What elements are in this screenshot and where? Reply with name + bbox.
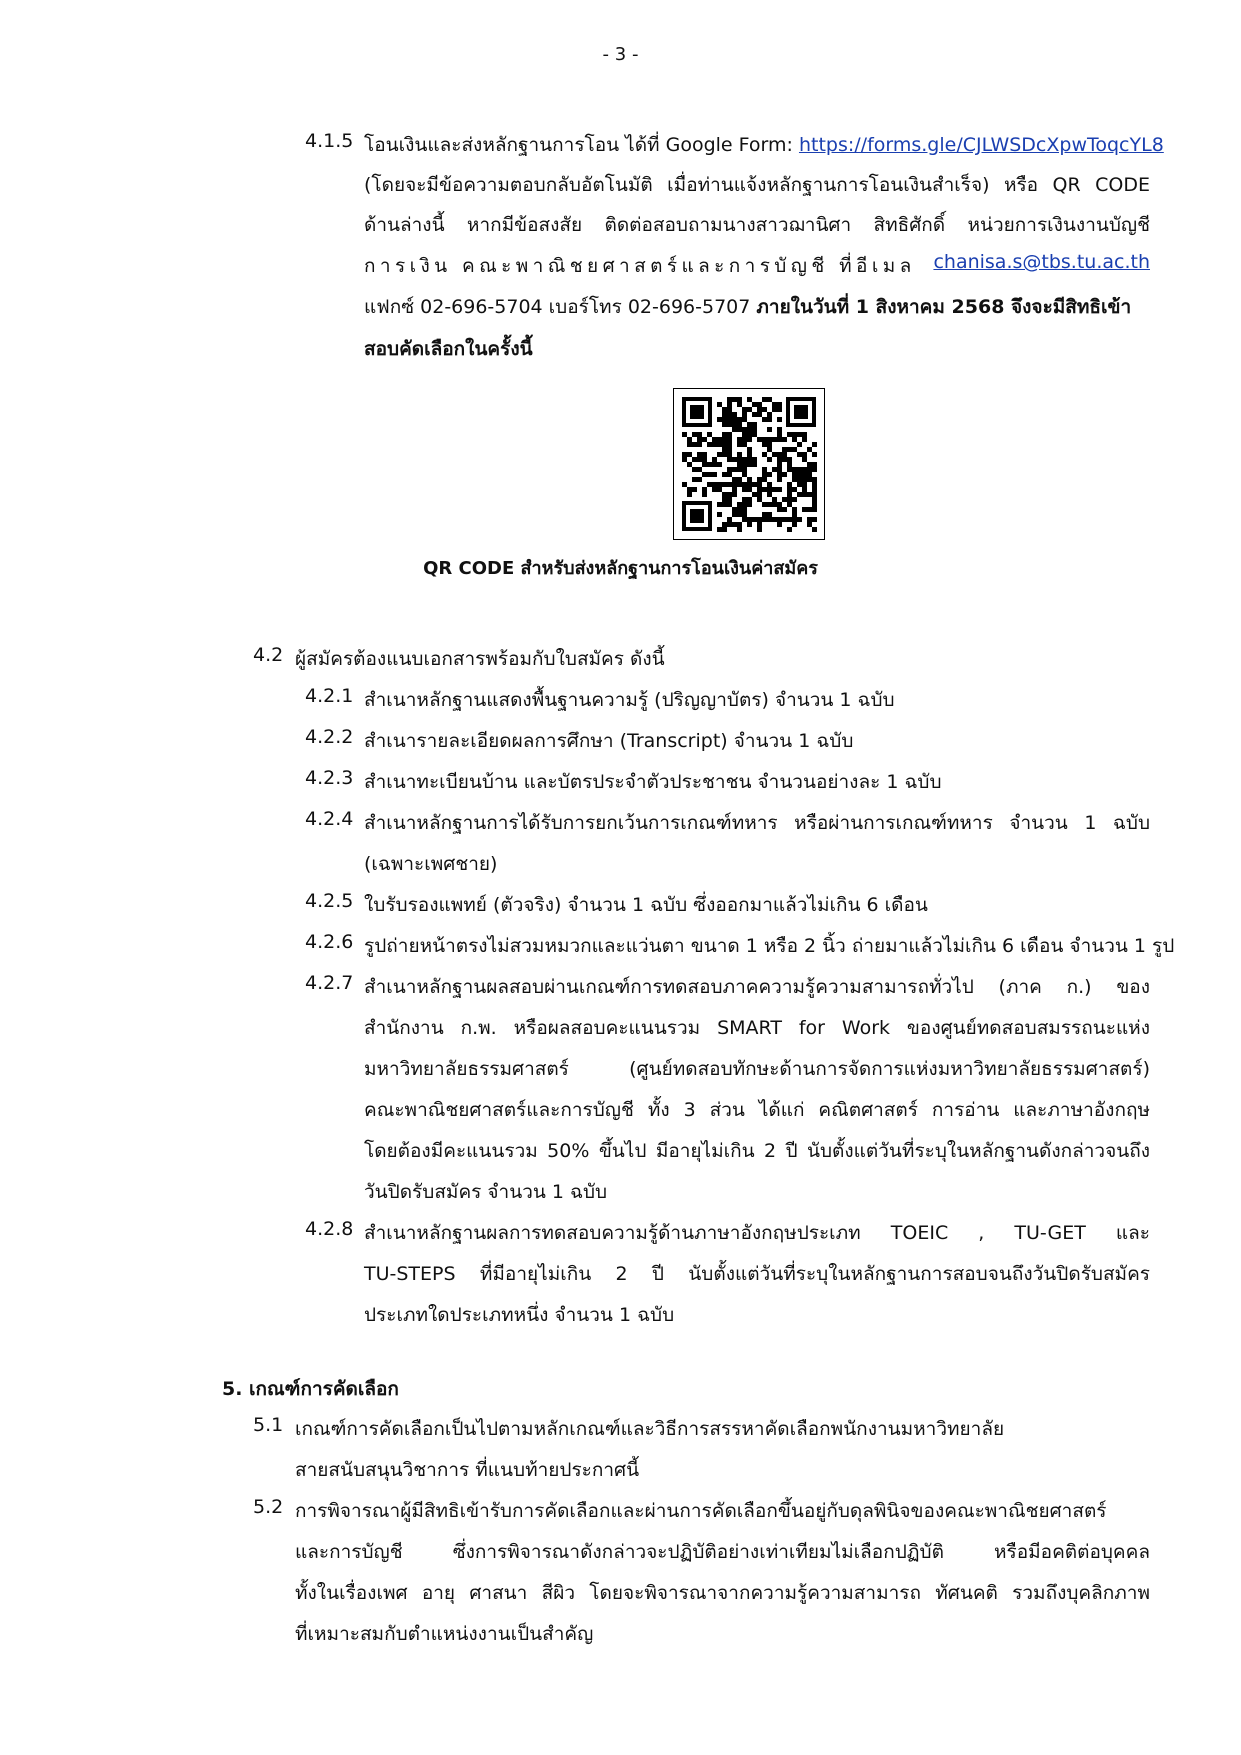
text-line: คณะพาณิชยศาสตร์และการบัญชี ทั้ง 3 ส่วน ได้แก่ คณิตศาสตร์ การอ่าน และภาษาอังกฤษ bbox=[364, 1099, 1150, 1121]
text-line: สำเนาหลักฐานการได้รับการยกเว้นการเกณฑ์ทหาร หรือผ่านการเกณฑ์ทหาร จำนวน 1 ฉบับ bbox=[364, 812, 1150, 834]
email-link[interactable]: chanisa.s@tbs.tu.ac.th bbox=[933, 251, 1150, 273]
item-number: 4.2.1 bbox=[305, 685, 354, 707]
text-line: สำเนาหลักฐานแสดงพื้นฐานความรู้ (ปริญญาบัตร) จำนวน 1 ฉบับ bbox=[364, 689, 895, 711]
item-heading: ผู้สมัครต้องแนบเอกสารพร้อมกับใบสมัคร ดังนี้ bbox=[295, 648, 665, 670]
qr-code-image bbox=[673, 388, 825, 540]
text-line: (เฉพาะเพศชาย) bbox=[364, 853, 498, 875]
text-line: สายสนับสนุนวิชาการ ที่แนบท้ายประกาศนี้ bbox=[295, 1459, 640, 1481]
text-line bbox=[364, 130, 1164, 160]
item-number: 5.2 bbox=[253, 1496, 284, 1518]
text-line: สำเนาทะเบียนบ้าน และบัตรประจำตัวประชาชน จำนวนอย่างละ 1 ฉบับ bbox=[364, 771, 942, 793]
item-number: 4.2.4 bbox=[305, 808, 354, 830]
qr-caption: QR CODE สำหรับส่งหลักฐานการโอนเงินค่าสมัคร bbox=[423, 558, 818, 579]
text-line: การพิจารณาผู้มีสิทธิเข้ารับการคัดเลือกและผ่านการคัดเลือกขึ้นอยู่กับดุลพินิจของคณะพาณิชยศาสตร์ bbox=[295, 1500, 1107, 1522]
text-line: สำเนาหลักฐานผลการทดสอบความรู้ด้านภาษาอังกฤษประเภท TOEIC , TU-GET และ bbox=[364, 1222, 1150, 1244]
item-number: 4.2.3 bbox=[305, 767, 354, 789]
item-number: 5.1 bbox=[253, 1414, 284, 1436]
text-line-prefix: โอนเงินและส่งหลักฐานการโอน ได้ที่ Google Form: bbox=[364, 134, 799, 156]
deadline-text: สอบคัดเลือกในครั้งนี้ bbox=[364, 338, 533, 360]
item-number: 4.1.5 bbox=[305, 130, 354, 152]
text-line: สำเนาหลักฐานผลสอบผ่านเกณฑ์การทดสอบภาคความรู้ความสามารถทั่วไป (ภาค ก.) ของ bbox=[364, 976, 1150, 998]
text-line: เกณฑ์การคัดเลือกเป็นไปตามหลักเกณฑ์และวิธีการสรรหาคัดเลือกพนักงานมหาวิทยาลัย bbox=[295, 1418, 1005, 1440]
item-number: 4.2.6 bbox=[305, 931, 354, 953]
text-line: และการบัญชี ซึ่งการพิจารณาดังกล่าวจะปฏิบัติอย่างเท่าเทียมไม่เลือกปฏิบัติ หรือมีอคติต่อบุคคล bbox=[295, 1541, 1150, 1563]
text-line-normal: แฟกซ์ 02-696-5704 เบอร์โทร 02-696-5707 bbox=[364, 296, 757, 318]
text-line-prefix: การเงิน คณะพาณิชยศาสตร์และการบัญชี ที่อีเมล bbox=[364, 255, 916, 277]
text-line: สำนักงาน ก.พ. หรือผลสอบคะแนนรวม SMART for Work ของศูนย์ทดสอบสมรรถนะแห่ง bbox=[364, 1017, 1150, 1039]
text-line: วันปิดรับสมัคร จำนวน 1 ฉบับ bbox=[364, 1181, 608, 1203]
text-line: โดยต้องมีคะแนนรวม 50% ขึ้นไป มีอายุไม่เกิน 2 ปี นับตั้งแต่วันที่ระบุในหลักฐานดังกล่าวจนถึง bbox=[364, 1140, 1150, 1162]
google-form-link[interactable]: https://forms.gle/CJLWSDcXpwToqcYL8 bbox=[798, 134, 1164, 156]
text-line: รูปถ่ายหน้าตรงไม่สวมหมวกและแว่นตา ขนาด 1 หรือ 2 นิ้ว ถ่ายมาแล้วไม่เกิน 6 เดือน จำนวน 1 รูป bbox=[364, 935, 1175, 957]
text-line bbox=[364, 251, 1150, 281]
text-line: สำเนารายละเอียดผลการศึกษา (Transcript) จำนวน 1 ฉบับ bbox=[364, 730, 854, 752]
qr-code-icon bbox=[674, 389, 824, 539]
section-heading: 5. เกณฑ์การคัดเลือก bbox=[222, 1378, 399, 1400]
text-line: (โดยจะมีข้อความตอบกลับอัตโนมัติ เมื่อท่านแจ้งหลักฐานการโอนเงินสำเร็จ) หรือ QR CODE bbox=[364, 174, 1150, 196]
item-number: 4.2.7 bbox=[305, 972, 354, 994]
item-number: 4.2 bbox=[253, 644, 284, 666]
text-line: ใบรับรองแพทย์ (ตัวจริง) จำนวน 1 ฉบับ ซึ่งออกมาแล้วไม่เกิน 6 เดือน bbox=[364, 894, 928, 916]
text-line: TU-STEPS ที่มีอายุไม่เกิน 2 ปี นับตั้งแต่วันที่ระบุในหลักฐานการสอบจนถึงวันปิดรับสมัคร bbox=[364, 1263, 1150, 1285]
item-number: 4.2.8 bbox=[305, 1218, 354, 1240]
text-line: ทั้งในเรื่องเพศ อายุ ศาสนา สีผิว โดยจะพิจารณาจากความรู้ความสามารถ ทัศนคติ รวมถึงบุคลิกภาพ bbox=[295, 1582, 1150, 1604]
item-number: 4.2.2 bbox=[305, 726, 354, 748]
text-line: มหาวิทยาลัยธรรมศาสตร์ (ศูนย์ทดสอบทักษะด้านการจัดการแห่งมหาวิทยาลัยธรรมศาสตร์) bbox=[364, 1058, 1150, 1080]
text-line bbox=[364, 292, 1131, 322]
item-number: 4.2.5 bbox=[305, 890, 354, 912]
text-line: ที่เหมาะสมกับตำแหน่งงานเป็นสำคัญ bbox=[295, 1623, 594, 1645]
page-number: - 3 - bbox=[602, 44, 639, 65]
text-line: ด้านล่างนี้ หากมีข้อสงสัย ติดต่อสอบถามนางสาวฌานิศา สิทธิศักดิ์ หน่วยการเงินงานบัญชี bbox=[364, 214, 1150, 236]
deadline-text: ภายในวันที่ 1 สิงหาคม 2568 จึงจะมีสิทธิเข้า bbox=[756, 296, 1132, 318]
text-line: ประเภทใดประเภทหนึ่ง จำนวน 1 ฉบับ bbox=[364, 1304, 675, 1326]
